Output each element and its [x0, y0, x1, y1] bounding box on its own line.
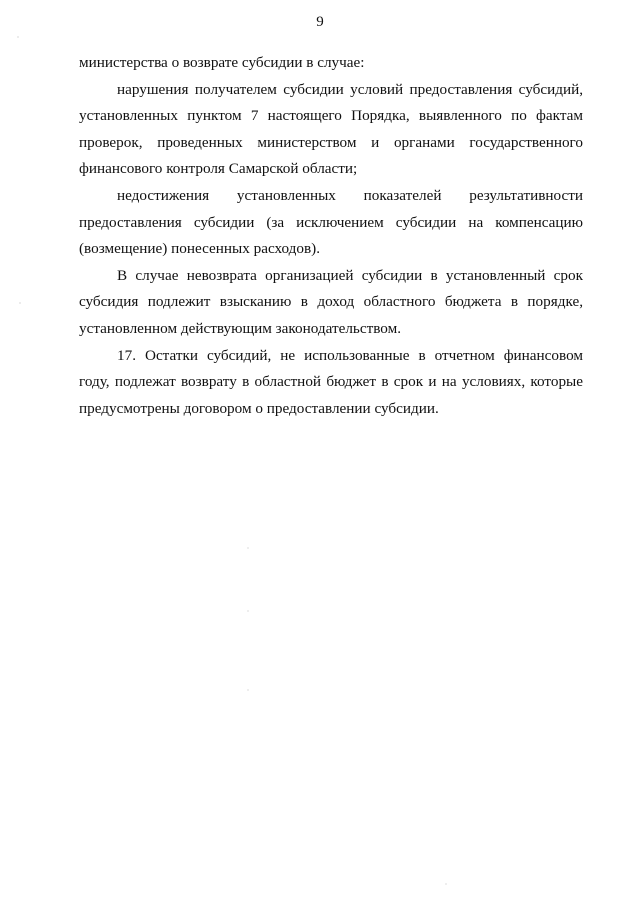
- text-line: установленном действующим законодательством.: [79, 319, 402, 337]
- text-line: предусмотрены договором о предоставлении субсидии.: [79, 399, 439, 417]
- text-line: недостижения установленных показателей результативности: [117, 186, 583, 204]
- page-number: 9: [316, 14, 324, 30]
- scan-speck: [247, 610, 248, 611]
- text-line: 17. Остатки субсидий, не использованные в отчетном финансовом: [117, 346, 583, 364]
- text-line: проверок, проведенных министерством и органами государственного: [79, 133, 583, 151]
- text-line: В случае невозврата организацией субсидии в установленный срок: [117, 266, 583, 284]
- text-line: установленных пунктом 7 настоящего Порядка, выявленного по фактам: [79, 107, 583, 125]
- scan-speck: [247, 547, 248, 548]
- text-line: финансового контроля Самарской области;: [79, 160, 358, 178]
- text-line: нарушения получателем субсидии условий предоставления субсидий,: [117, 80, 583, 98]
- scan-speck: [17, 36, 18, 37]
- scan-speck: [445, 883, 446, 884]
- text-line: (возмещение) понесенных расходов).: [79, 240, 321, 258]
- scan-speck: [19, 302, 20, 303]
- text-line: субсидия подлежит взысканию в доход областного бюджета в порядке,: [79, 293, 583, 311]
- text-line: предоставления субсидии (за исключением субсидии на компенсацию: [79, 213, 583, 231]
- text-line: году, подлежат возврату в областной бюджет в срок и на условиях, которые: [79, 373, 583, 391]
- scan-speck: [247, 689, 248, 690]
- text-line: министерства о возврате субсидии в случае:: [79, 54, 365, 71]
